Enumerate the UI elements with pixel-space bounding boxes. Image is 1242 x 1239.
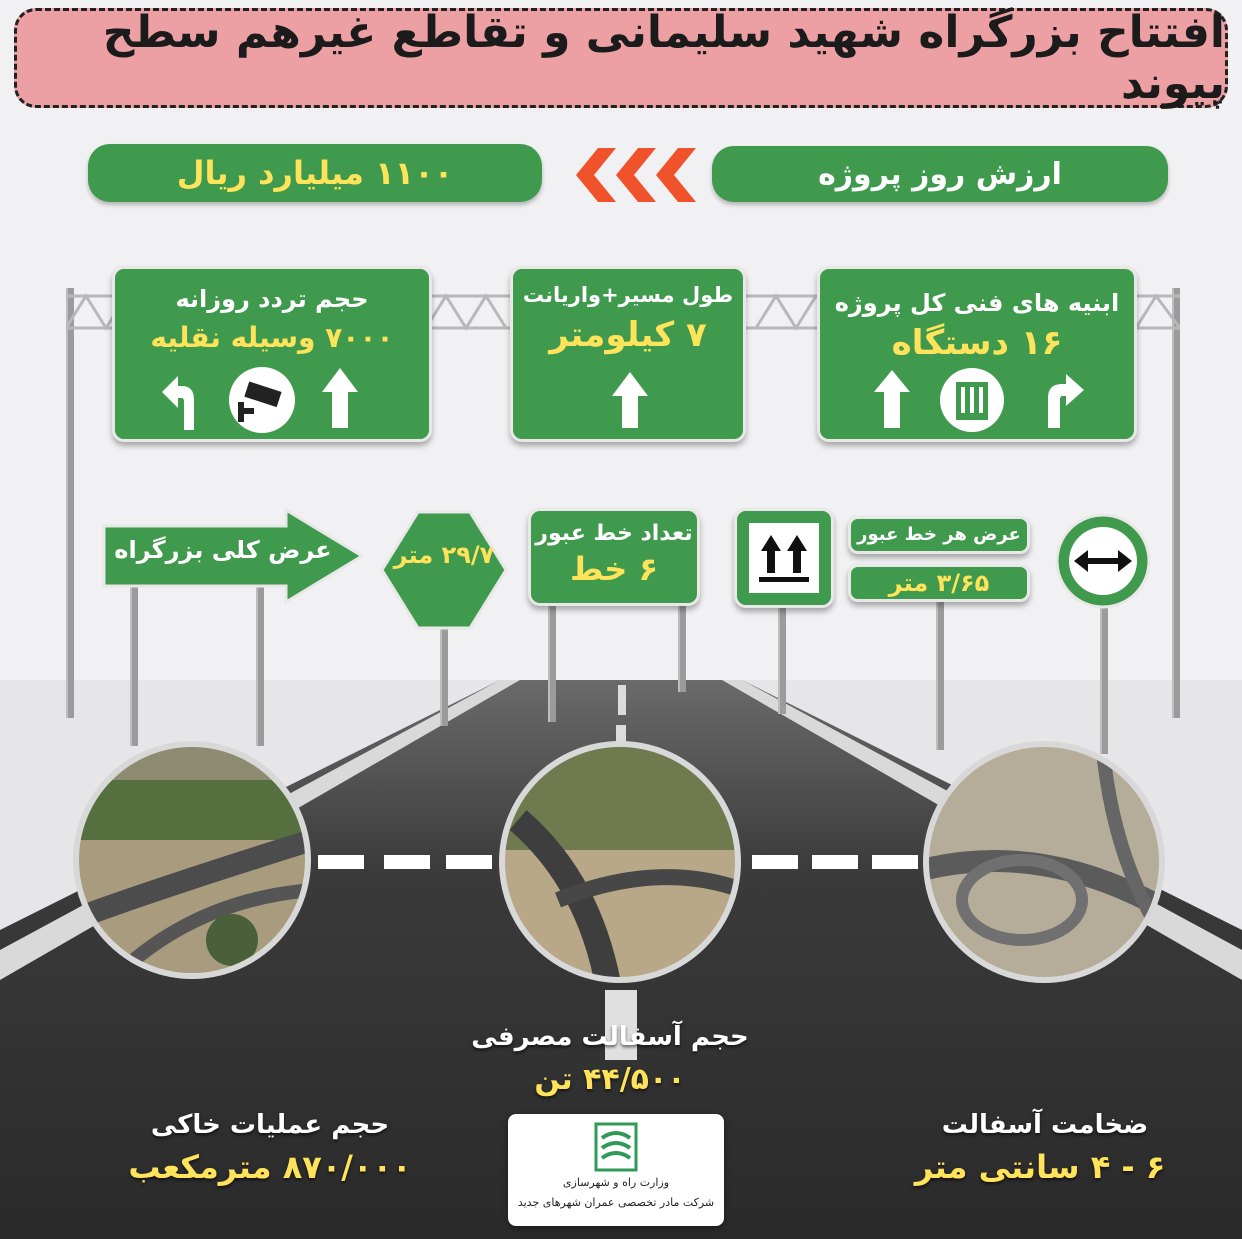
page-title: افتتاح بزرگراه شهید سلیمانی و تقاطع غیرهم سطح پیوند [102, 7, 1225, 109]
sign-route-length-title: طول مسیر+واریانت [522, 283, 734, 307]
aerial-photo-right [922, 740, 1166, 984]
gantry-post-left [66, 288, 74, 718]
arrow-up-icon [874, 370, 910, 428]
sign-lane-direction [734, 508, 834, 608]
sign-lane-width-title: عرض هر خط عبور [848, 516, 1030, 554]
post [1100, 604, 1108, 754]
sign-daily-traffic-icons [158, 364, 378, 434]
asphalt-thickness-label: ضخامت آسفالت [941, 1110, 1149, 1140]
logo-line1: وزارت راه و شهرسازی [562, 1176, 670, 1189]
aerial-photo-middle [498, 740, 742, 984]
project-value-label [712, 146, 1168, 202]
arrow-right-turn-icon [1048, 374, 1084, 428]
post [936, 600, 944, 750]
gantry-post-right [1172, 288, 1180, 718]
arrow-up-icon [610, 370, 650, 430]
earthwork-label: حجم عملیات خاکی [150, 1110, 390, 1140]
project-value-label-text: ارزش روز پروژه [818, 156, 1062, 192]
sign-lane-count [528, 508, 700, 606]
highway-width-value: ۲۹/۷ متر [393, 541, 495, 569]
sign-structures-icons [862, 362, 1092, 432]
highway-width-diamond [378, 508, 510, 632]
post [440, 626, 448, 726]
sign-daily-traffic-value: ۷۰۰۰ وسیله نقلیه [150, 321, 394, 354]
arrow-up-icon [322, 368, 358, 428]
asphalt-thickness-value: ۶ - ۴ سانتی متر [914, 1148, 1166, 1186]
double-arrow-icon [1054, 512, 1152, 610]
project-value [88, 144, 542, 202]
ministry-logo-icon [594, 1122, 638, 1172]
sign-daily-traffic-title: حجم تردد روزانه [175, 285, 369, 313]
ministry-logo-card [508, 1114, 724, 1226]
sign-route-length-value: ۷ کیلومتر [549, 315, 707, 355]
project-value-text: ۱۱۰۰ میلیارد ریال [176, 154, 454, 192]
post [778, 604, 786, 714]
sign-lane-count-value: ۶ خط [570, 550, 658, 588]
aerial-photo-left [72, 740, 312, 980]
logo-line2: شرکت مادر تخصصی عمران شهرهای جدید [517, 1196, 715, 1209]
sign-structures-title: ابنیه های فنی کل پروژه [834, 289, 1120, 317]
title-banner [14, 8, 1228, 108]
sign-lane-width-value: ۳/۶۵ متر [848, 564, 1030, 602]
highway-width-title: عرض کلی بزرگراه [114, 536, 332, 564]
arrow-left-turn-icon [162, 376, 194, 430]
earthwork-value: ۸۷۰/۰۰۰ مترمکعب [128, 1148, 412, 1186]
post [678, 602, 686, 692]
double-up-arrow-icon [737, 511, 831, 605]
asphalt-volume-label: حجم آسفالت مصرفی [471, 1022, 749, 1052]
sign-lane-count-title: تعداد خط عبور [535, 521, 693, 546]
chevron-left-icon [558, 146, 700, 204]
asphalt-volume-value: ۴۴/۵۰۰ تن [534, 1062, 686, 1097]
sign-structures-value: ۱۶ دستگاه [891, 323, 1063, 363]
post [548, 602, 556, 722]
